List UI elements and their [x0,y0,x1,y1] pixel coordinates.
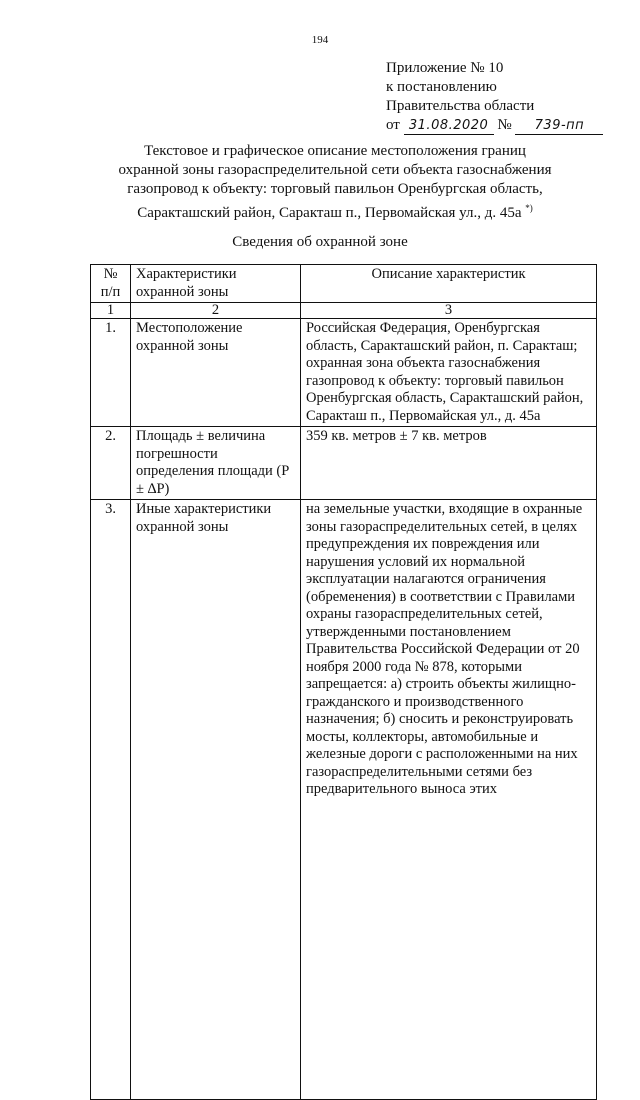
table-row [91,500,597,1100]
page-number: 194 [311,34,329,46]
column-number: 3 [301,303,597,319]
appendix-resolution: к постановлению [386,79,497,95]
row-characteristic: Площадь ± величина погрешности определения площади (Р ± ∆Р) [131,427,301,500]
header-number: № п/п [91,265,131,303]
row-description: 359 кв. метров ± 7 кв. метров [301,427,597,500]
handwritten-number: 739-пп [534,118,585,133]
title-line-4-text: Саракташский район, Саракташ п., Первомайская ул., д. 45а [137,205,522,221]
header-characteristic: Характеристики охранной зоны [131,265,301,303]
column-number: 1 [91,303,131,319]
table-header-row [91,265,597,303]
table-row [91,319,597,427]
protected-zone-table [90,264,597,1100]
row-description: Российская Федерация, Оренбургская область, Саракташский район, п. Саракташ; охранная зона объекта газоснабжения газопровод к объекту: торговый павильон Оренбургская область, Саракташский район, Саракташ п., Первомайская ул., д. 45а [301,319,597,427]
appendix-block [386,59,603,135]
column-number: 2 [131,303,301,319]
row-characteristic: Иные характеристики охранной зоны [131,500,301,1100]
document-title [100,142,570,223]
header-description: Описание характеристик [301,265,597,303]
date-prefix: от [386,117,400,133]
number-field [515,117,603,135]
row-characteristic: Местоположение охранной зоны [131,319,301,427]
section-subtitle: Сведения об охранной зоне [232,234,408,250]
number-sign: № [497,117,512,133]
appendix-date-line [386,116,603,135]
title-line-2: охранной зоны газораспределительной сети объекта газоснабжения [118,162,552,178]
title-line-4 [100,199,570,223]
footnote-mark: *) [525,203,533,213]
date-field [404,117,494,135]
appendix-title: Приложение № 10 [386,60,504,76]
row-number: 1. [91,319,131,427]
row-number: 2. [91,427,131,500]
title-line-1: Текстовое и графическое описание местоположения границ [144,143,526,159]
row-number: 3. [91,500,131,1100]
row-description: на земельные участки, входящие в охранные зоны газораспределительных сетей, в целях предупреждения их повреждения или нарушения условий их нормальной эксплуатации налагаются ограничения (обременения) в соответствии с Правилами охраны газораспределительных сетей, утвержденными постановлением Правительства Российской Федерации от 20 ноября 2000 года № 878, которыми запрещается: а) строить объекты жилищно-гражданского и производственного назначения; б) сносить и реконструировать мосты, коллекторы, автомобильные и железные дороги с расположенными на них газораспределительными сетями без предварительного выноса этих [301,500,597,1100]
title-line-3: газопровод к объекту: торговый павильон Оренбургская область, [127,181,543,197]
appendix-government: Правительства области [386,98,535,114]
table-row [91,427,597,500]
column-number-row [91,303,597,319]
handwritten-date: 31.08.2020 [408,118,489,133]
